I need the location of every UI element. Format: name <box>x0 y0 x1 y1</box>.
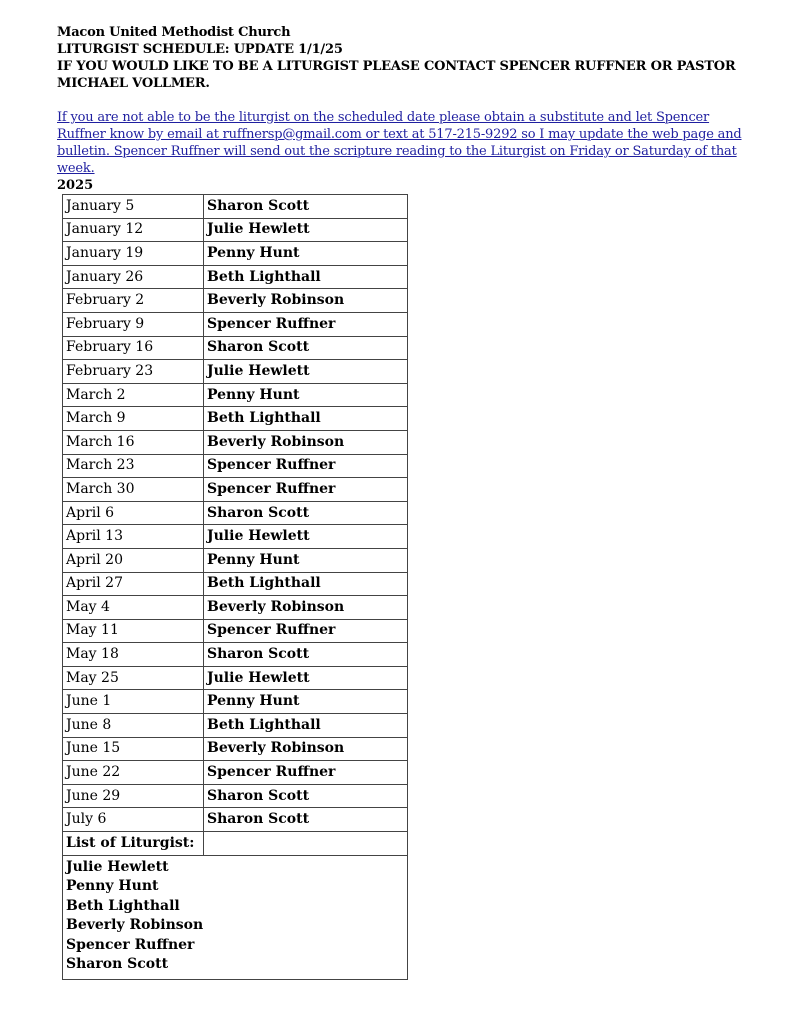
table-row <box>63 407 408 431</box>
table-row <box>63 643 408 667</box>
table-row <box>63 619 408 643</box>
schedule-liturgist: Spencer Ruffner <box>204 312 408 336</box>
schedule-liturgist: Beverly Robinson <box>204 430 408 454</box>
schedule-liturgist: Spencer Ruffner <box>204 478 408 502</box>
schedule-date: February 9 <box>63 312 204 336</box>
liturgist-list-row <box>63 855 408 979</box>
document-page <box>57 24 757 980</box>
schedule-liturgist: Beverly Robinson <box>204 596 408 620</box>
contact-line-2: MICHAEL VOLLMER. <box>57 76 210 91</box>
schedule-liturgist: Sharon Scott <box>204 808 408 832</box>
schedule-date: June 8 <box>63 714 204 738</box>
table-row <box>63 666 408 690</box>
schedule-date: July 6 <box>63 808 204 832</box>
schedule-date: May 11 <box>63 619 204 643</box>
table-row <box>63 572 408 596</box>
schedule-liturgist: Penny Hunt <box>204 690 408 714</box>
table-row <box>63 808 408 832</box>
list-item: Penny Hunt <box>66 878 159 895</box>
table-row <box>63 761 408 785</box>
schedule-date: February 23 <box>63 360 204 384</box>
schedule-liturgist: Julie Hewlett <box>204 666 408 690</box>
table-row <box>63 383 408 407</box>
table-row <box>63 478 408 502</box>
schedule-date: March 23 <box>63 454 204 478</box>
schedule-date: June 22 <box>63 761 204 785</box>
church-name: Macon United Methodist Church <box>57 25 291 40</box>
schedule-date: March 2 <box>63 383 204 407</box>
schedule-date: February 16 <box>63 336 204 360</box>
list-heading-row <box>63 832 408 856</box>
schedule-date: January 5 <box>63 195 204 219</box>
schedule-liturgist: Sharon Scott <box>204 501 408 525</box>
table-row <box>63 501 408 525</box>
schedule-title: LITURGIST SCHEDULE: UPDATE 1/1/25 <box>57 42 343 57</box>
schedule-date: May 4 <box>63 596 204 620</box>
contact-line-1: IF YOU WOULD LIKE TO BE A LITURGIST PLEASE CONTACT SPENCER RUFFNER OR PASTOR <box>57 59 736 74</box>
schedule-date: May 18 <box>63 643 204 667</box>
schedule-liturgist: Beth Lighthall <box>204 572 408 596</box>
schedule-liturgist: Julie Hewlett <box>204 360 408 384</box>
list-heading: List of Liturgist: <box>63 832 204 856</box>
schedule-liturgist: Spencer Ruffner <box>204 761 408 785</box>
schedule-liturgist: Penny Hunt <box>204 548 408 572</box>
table-row <box>63 430 408 454</box>
liturgist-schedule-table <box>62 194 408 980</box>
schedule-date: April 13 <box>63 525 204 549</box>
list-item: Julie Hewlett <box>66 858 169 875</box>
liturgist-list <box>63 855 408 979</box>
schedule-date: March 9 <box>63 407 204 431</box>
table-row <box>63 454 408 478</box>
table-row <box>63 690 408 714</box>
schedule-date: June 15 <box>63 737 204 761</box>
schedule-date: February 2 <box>63 289 204 313</box>
schedule-date: January 12 <box>63 218 204 242</box>
schedule-liturgist: Beth Lighthall <box>204 714 408 738</box>
schedule-liturgist: Beth Lighthall <box>204 265 408 289</box>
schedule-date: April 6 <box>63 501 204 525</box>
schedule-date: April 20 <box>63 548 204 572</box>
schedule-liturgist: Beverly Robinson <box>204 737 408 761</box>
table-row <box>63 360 408 384</box>
schedule-liturgist: Sharon Scott <box>204 643 408 667</box>
table-row <box>63 596 408 620</box>
schedule-liturgist: Beverly Robinson <box>204 289 408 313</box>
schedule-date: May 25 <box>63 666 204 690</box>
schedule-date: March 16 <box>63 430 204 454</box>
list-item: Sharon Scott <box>66 956 169 973</box>
table-row <box>63 525 408 549</box>
table-row <box>63 242 408 266</box>
substitute-notice-link[interactable]: If you are not able to be the liturgist on the scheduled date please obtain a substitute and let Spencer Ruffner know by email at ruffnersp@gmail.com or text at 517-215-9292 so I may update the web page and bulletin. Spencer Ruffner will send out the scripture reading to the Liturgist on Friday or Saturday of that week. <box>57 110 742 176</box>
schedule-liturgist: Sharon Scott <box>204 784 408 808</box>
schedule-liturgist: Spencer Ruffner <box>204 619 408 643</box>
table-row <box>63 336 408 360</box>
schedule-date: March 30 <box>63 478 204 502</box>
year-heading: 2025 <box>57 178 94 193</box>
table-row <box>63 714 408 738</box>
schedule-liturgist: Penny Hunt <box>204 242 408 266</box>
list-item: Beth Lighthall <box>66 897 180 914</box>
schedule-date: June 29 <box>63 784 204 808</box>
table-row <box>63 548 408 572</box>
table-row <box>63 784 408 808</box>
schedule-date: January 26 <box>63 265 204 289</box>
schedule-liturgist: Penny Hunt <box>204 383 408 407</box>
schedule-date: April 27 <box>63 572 204 596</box>
table-row <box>63 265 408 289</box>
table-row <box>63 218 408 242</box>
schedule-liturgist: Sharon Scott <box>204 195 408 219</box>
schedule-liturgist: Julie Hewlett <box>204 525 408 549</box>
schedule-liturgist: Julie Hewlett <box>204 218 408 242</box>
schedule-liturgist: Spencer Ruffner <box>204 454 408 478</box>
list-item: Beverly Robinson <box>66 917 204 934</box>
table-row <box>63 737 408 761</box>
empty-cell <box>204 832 408 856</box>
schedule-date: January 19 <box>63 242 204 266</box>
list-item: Spencer Ruffner <box>66 936 195 953</box>
schedule-liturgist: Beth Lighthall <box>204 407 408 431</box>
schedule-date: June 1 <box>63 690 204 714</box>
table-row <box>63 195 408 219</box>
table-row <box>63 289 408 313</box>
schedule-liturgist: Sharon Scott <box>204 336 408 360</box>
table-row <box>63 312 408 336</box>
